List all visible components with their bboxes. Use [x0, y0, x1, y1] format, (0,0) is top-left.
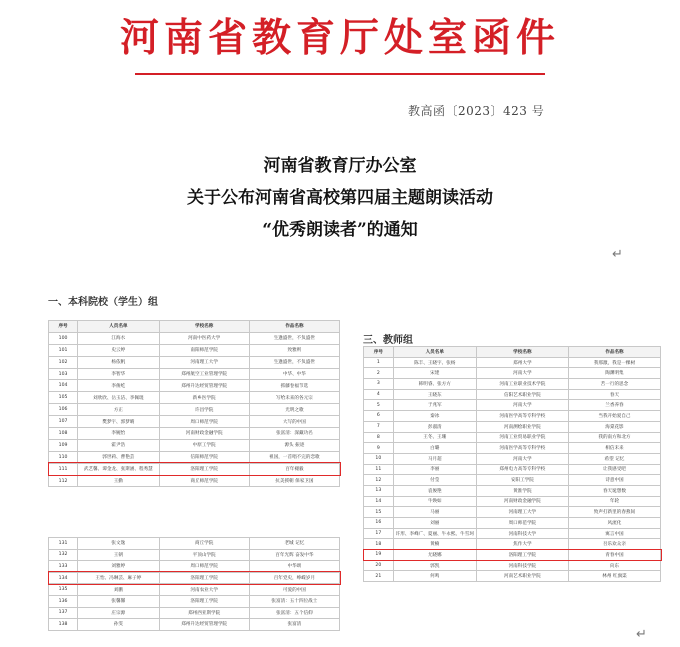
table-header-cell: 序号: [49, 321, 78, 333]
table-cell: 102: [49, 356, 78, 368]
table-cell: 尤晓娜: [393, 550, 476, 561]
table-row: [364, 496, 661, 507]
table-cell: 白璐: [393, 443, 476, 454]
table-cell: 李丽: [393, 464, 476, 475]
table-cell: 8: [364, 432, 394, 443]
table-cell: 相信未来: [568, 443, 660, 454]
document-number: 教高函〔2023〕423 号: [408, 104, 545, 118]
table-row: [49, 538, 340, 550]
table-cell: 樊梦宇、郭梦晴: [78, 416, 159, 428]
table-cell: 王怡、冯琳芸、麻子婷: [78, 572, 159, 584]
table-row: [49, 332, 340, 344]
table-row: [364, 432, 661, 443]
table-cell: 河南大学: [476, 368, 568, 379]
table-cell: 河南科技大学: [476, 528, 568, 539]
table-header-cell: 学校名称: [476, 347, 568, 358]
table-cell: 希望 记忆: [568, 453, 660, 464]
highlight-box: [363, 549, 662, 562]
table-cell: 15: [364, 507, 394, 518]
table-cell: 林州 红旗渠: [568, 571, 660, 582]
table-cell: 彭淑清: [393, 421, 476, 432]
table-cell: 安阳工学院: [476, 475, 568, 486]
table-cell: 王朝: [78, 549, 159, 561]
table-cell: 年轮: [568, 496, 660, 507]
table-cell: 洛阳理工学院: [159, 595, 249, 607]
table-cell: 抓藤卷福节选: [249, 380, 339, 392]
table-cell: 致声打新里的春燕间: [568, 507, 660, 518]
table-cell: 郭世莉、曹艳芸: [78, 451, 159, 463]
table-row: [364, 464, 661, 475]
table-cell: 张馨馨: [78, 595, 159, 607]
table-row: [49, 416, 340, 428]
table-cell: 诗意中国: [568, 475, 660, 486]
table-cell: 春天: [568, 389, 660, 400]
table-cell: 焦作大学: [476, 539, 568, 550]
table-cell: 光明之歌: [249, 404, 339, 416]
table-row: [364, 475, 661, 486]
table-header-cell: 序号: [364, 347, 394, 358]
paragraph-return-icon: ↵: [636, 627, 647, 642]
table-cell: 平顶山学院: [159, 549, 249, 561]
table-cell: 河南农业大学: [159, 584, 249, 596]
table-cell: 生逢盛世，不负盛世: [249, 332, 339, 344]
table-row: [49, 607, 340, 619]
table-cell: 黄楠: [393, 539, 476, 550]
notice-title-line-3: “优秀朗读者”的通知: [262, 220, 418, 240]
table-cell: 我那激，我是一棵树: [568, 357, 660, 368]
table-cell: 韩明睿、张方方: [393, 379, 476, 390]
table-cell: 老城 记忆: [249, 538, 339, 550]
table-cell: 河南科技学院: [476, 560, 568, 571]
table-cell: 苦一行的思念: [568, 379, 660, 390]
table-cell: 王晓东: [393, 389, 476, 400]
table-cell: 袁俊艳: [393, 485, 476, 496]
table-row: [364, 421, 661, 432]
table-cell: 20: [364, 560, 394, 571]
table-cell: 19: [364, 550, 394, 561]
table-row: [364, 571, 661, 582]
table-cell: 郭凯: [393, 560, 476, 571]
table-cell: 李智华: [78, 368, 159, 380]
table-cell: 136: [49, 595, 78, 607]
table-cell: 河南工业职业技术学院: [476, 379, 568, 390]
table-cell: 134: [49, 572, 78, 584]
table-cell: 致雅则: [249, 344, 339, 356]
table-cell: 河南大学: [476, 453, 568, 464]
table-cell: 5: [364, 400, 394, 411]
masthead-title: 河南省教育厅处室函件: [119, 15, 560, 61]
section-heading-undergraduate-students: 一、本科院校（学生）组: [48, 297, 158, 308]
table-cell: 洛阳理工学院: [159, 463, 249, 475]
table-cell: 商丘学院: [159, 538, 249, 550]
table-cell: 135: [49, 584, 78, 596]
table-cell: 洛阳理工学院: [476, 550, 568, 561]
table-cell: 16: [364, 518, 394, 529]
table-cell: 陈丰、王晓宇、张杨: [393, 357, 476, 368]
table-cell: 河南医学高等专科学校: [476, 411, 568, 422]
table-cell: 大写的中国: [249, 416, 339, 428]
table-header-cell: 人员名单: [78, 321, 159, 333]
table-cell: 向东: [568, 560, 660, 571]
table-cell: 138: [49, 619, 78, 631]
table-row: [364, 528, 661, 539]
table-cell: 17: [364, 528, 394, 539]
table-cell: 郑州升达经贸管理学院: [159, 380, 249, 392]
table-cell: 郑州航空工业管理学院: [159, 368, 249, 380]
table-cell: 10: [364, 453, 394, 464]
table-row: [49, 392, 340, 404]
table-cell: 新乡医学院: [159, 392, 249, 404]
table-cell: 郑州西亚斯学院: [159, 607, 249, 619]
table-cell: 许形、李峰广、夏丽、牛永熙、牛雪珂: [393, 528, 476, 539]
table-cell: 河南大学: [476, 400, 568, 411]
table-cell: 武艺馨、谭金龙、张斯涵、程秀慧: [78, 463, 159, 475]
table-cell: 13: [364, 485, 394, 496]
table-cell: 马月超: [393, 453, 476, 464]
table-row: [49, 584, 340, 596]
table-cell: 张富清：深藏功名: [249, 428, 339, 440]
table-cell: 青春中国: [568, 550, 660, 561]
table-cell: 109: [49, 439, 78, 451]
table-cell: 牛焕如: [393, 496, 476, 507]
notice-title-line-1: 河南省教育厅办公室: [263, 156, 417, 176]
table-row: [49, 356, 340, 368]
table-row: [364, 411, 661, 422]
table-cell: 抗美援朝 保家卫国: [249, 475, 339, 487]
teachers-table: [363, 346, 661, 582]
table-cell: 111: [49, 463, 78, 475]
table-cell: 春天诞想数: [568, 485, 660, 496]
table-cell: 百年党史，峥嵘岁月: [249, 572, 339, 584]
table-row: [364, 518, 661, 529]
table-header-row: [49, 321, 340, 333]
table-cell: 张文逸: [78, 538, 159, 550]
table-cell: 6: [364, 411, 394, 422]
table-cell: 秦冰: [393, 411, 476, 422]
table-cell: 104: [49, 380, 78, 392]
table-row: [364, 507, 661, 518]
table-cell: 9: [364, 443, 394, 454]
table-cell: 刘雅婷: [78, 561, 159, 573]
table-cell: 百年褪毅: [249, 463, 339, 475]
table-row: [364, 443, 661, 454]
table-row: [364, 368, 661, 379]
table-row: [49, 404, 340, 416]
table-cell: 18: [364, 539, 394, 550]
table-cell: 信阳师范学院: [159, 451, 249, 463]
table-cell: 河南理工大学: [159, 356, 249, 368]
table-cell: 110: [49, 451, 78, 463]
table-cell: 我的南方和北方: [568, 432, 660, 443]
table-cell: 郑州大学: [476, 357, 568, 368]
table-cell: 生逢盛世，不负盛世: [249, 356, 339, 368]
table-row: [364, 357, 661, 368]
table-row: [364, 485, 661, 496]
table-cell: 1: [364, 357, 394, 368]
table-cell: 7: [364, 421, 394, 432]
table-cell: 写给未来的各元宗: [249, 392, 339, 404]
table-cell: 河南测绘职业学院: [476, 421, 568, 432]
table-header-cell: 作品名称: [249, 321, 339, 333]
table-cell: 让我感受吧: [568, 464, 660, 475]
table-cell: 河南财政金融学院: [159, 428, 249, 440]
table-cell: 南阳师范学院: [159, 344, 249, 356]
table-cell: 风流化: [568, 518, 660, 529]
table-cell: 江海水: [78, 332, 159, 344]
table-cell: 2: [364, 368, 394, 379]
table-cell: 吾乐欢众亲: [568, 539, 660, 550]
table-cell: 海棠花影: [568, 421, 660, 432]
table-cell: 洛阳理工学院: [159, 572, 249, 584]
table-cell: 王勤: [78, 475, 159, 487]
table-cell: 庄宗源: [78, 607, 159, 619]
table-cell: 宋建: [393, 368, 476, 379]
notice-title-line-2: 关于公布河南省高校第四届主题朗读活动: [187, 188, 493, 208]
table-cell: 刘丽: [393, 518, 476, 529]
table-cell: 河南理工大学: [476, 507, 568, 518]
table-cell: 132: [49, 549, 78, 561]
paragraph-return-icon: ↵: [612, 247, 623, 262]
table-cell: 张富清: [249, 619, 339, 631]
table-cell: 李婉怡: [78, 428, 159, 440]
table-cell: 源头 振迹: [249, 439, 339, 451]
table-cell: 郑州升达经贸管理学院: [159, 619, 249, 631]
table-cell: 付莹: [393, 475, 476, 486]
table-cell: 11: [364, 464, 394, 475]
table-row: [49, 344, 340, 356]
table-row: [364, 389, 661, 400]
table-cell: 103: [49, 368, 78, 380]
masthead-red-rule: [135, 73, 545, 75]
table-header-cell: 作品名称: [568, 347, 660, 358]
table-cell: 史云婷: [78, 344, 159, 356]
table-cell: 王冬、王珊: [393, 432, 476, 443]
table-header-row: [364, 347, 661, 358]
table-cell: 商丘师范学院: [159, 475, 249, 487]
table-cell: 14: [364, 496, 394, 507]
table-row: [364, 560, 661, 571]
table-cell: 河南中医药大学: [159, 332, 249, 344]
table-cell: 100: [49, 332, 78, 344]
highlight-box: [48, 571, 341, 585]
table-cell: 信阳艺术职业学院: [476, 389, 568, 400]
table-cell: 可爱的中国: [249, 584, 339, 596]
table-cell: 百年光辉 奋发中华: [249, 549, 339, 561]
table-cell: 寓言中国: [568, 528, 660, 539]
table-cell: 河南财政金融学院: [476, 496, 568, 507]
table-cell: 当我开始爱自己: [568, 411, 660, 422]
table-cell: 108: [49, 428, 78, 440]
table-cell: 刘鹏: [78, 584, 159, 596]
table-cell: 张富清：五十四位战士: [249, 595, 339, 607]
table-cell: 刘欣欣、岳玉洁、李佩琨: [78, 392, 159, 404]
table-row: [49, 549, 340, 561]
table-cell: 黄淮学院: [476, 485, 568, 496]
table-cell: 兰香养春: [568, 400, 660, 411]
table-row: [49, 428, 340, 440]
table-cell: 21: [364, 571, 394, 582]
table-row: [49, 475, 340, 487]
table-cell: 霍尹浩: [78, 439, 159, 451]
table-cell: 河南工业贸易职业学院: [476, 432, 568, 443]
table-cell: 马丽: [393, 507, 476, 518]
table-cell: 杨依帆: [78, 356, 159, 368]
section-heading-teachers: 三、教师组: [363, 335, 413, 346]
table-cell: 周口师范学院: [476, 518, 568, 529]
table-row: [364, 400, 661, 411]
table-cell: 方正: [78, 404, 159, 416]
table-cell: 137: [49, 607, 78, 619]
table-cell: 李俊屹: [78, 380, 159, 392]
table-cell: 4: [364, 389, 394, 400]
table-header-cell: 人员名单: [393, 347, 476, 358]
table-cell: 河南艺术职业学院: [476, 571, 568, 582]
table-row: [49, 368, 340, 380]
table-cell: 中原工学院: [159, 439, 249, 451]
table-cell: 106: [49, 404, 78, 416]
table-header-cell: 学校名称: [159, 321, 249, 333]
table-row: [49, 619, 340, 631]
table-cell: 131: [49, 538, 78, 550]
table-row: [49, 380, 340, 392]
table-cell: 郑州电力高等专科学校: [476, 464, 568, 475]
table-cell: 中华颂: [249, 561, 339, 573]
table-row: [49, 439, 340, 451]
table-cell: 许昌学院: [159, 404, 249, 416]
table-cell: 101: [49, 344, 78, 356]
table-cell: 107: [49, 416, 78, 428]
table-cell: 周口师范学院: [159, 416, 249, 428]
table-cell: 张富清：五个信仰: [249, 607, 339, 619]
highlight-box: [48, 462, 341, 476]
table-row: [49, 595, 340, 607]
table-cell: 12: [364, 475, 394, 486]
table-cell: 133: [49, 561, 78, 573]
table-cell: 105: [49, 392, 78, 404]
table-cell: 于兆军: [393, 400, 476, 411]
table-cell: 中华、中华: [249, 368, 339, 380]
table-row: [364, 379, 661, 390]
table-cell: 周口师范学院: [159, 561, 249, 573]
table-cell: 陶渊明集: [568, 368, 660, 379]
table-cell: 祖国，一首唱不完的恋歌: [249, 451, 339, 463]
table-row: [364, 453, 661, 464]
table-cell: 河南医学高等专科学校: [476, 443, 568, 454]
table-cell: 112: [49, 475, 78, 487]
table-cell: 何鸣: [393, 571, 476, 582]
table-cell: 孙雯: [78, 619, 159, 631]
table-cell: 3: [364, 379, 394, 390]
